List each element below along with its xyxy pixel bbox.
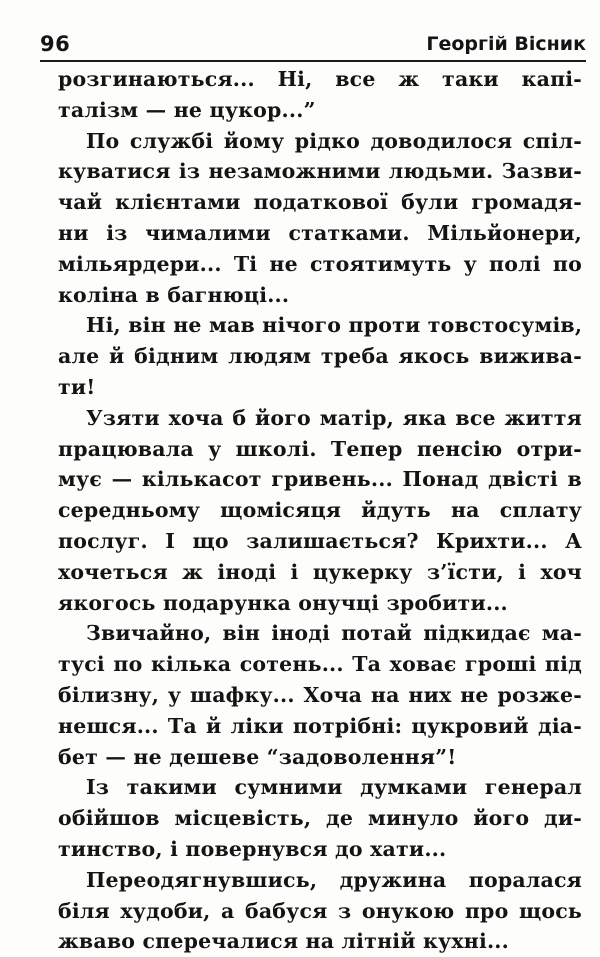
text-line: чай клієнтами податкової були громадя- xyxy=(58,190,582,215)
text-line: якогось подарунка онучці зробити... xyxy=(58,590,508,615)
text-line: Із такими сумними думками генерал xyxy=(86,775,582,800)
text-line: тинство, і повернувся до хати... xyxy=(58,836,447,861)
text-line: Узяти хоча б його матір, яка все життя xyxy=(86,405,582,430)
text-line: жваво сперечалися на літній кухні... xyxy=(58,929,509,954)
text-line: працювала у школі. Тепер пенсію отри- xyxy=(58,436,582,461)
text-line: біля худоби, а бабуся з онукою про щось xyxy=(58,898,582,923)
body-text xyxy=(58,64,582,957)
text-line: обійшов місцевість, де минуло його ди- xyxy=(58,806,582,831)
text-line: послуг. І що залишається? Крихти... А xyxy=(58,528,582,553)
text-line: талізм — не цукор...” xyxy=(58,97,316,122)
text-line: але й бідним людям треба якось вижива- xyxy=(58,344,582,369)
text-line: Переодягнувшись, дружина поралася xyxy=(86,867,582,892)
text-line: мільярдери... Ті не стоятимуть у полі по xyxy=(58,251,582,276)
text-line: Звичайно, він іноді потай підкидає ма- xyxy=(86,621,582,646)
page-header xyxy=(40,30,586,62)
text-line: бет — не дешеве “задоволення”! xyxy=(58,744,457,769)
text-line: мує — кількасот гривень... Понад двісті в xyxy=(58,467,582,492)
running-head-author: Георгій Вісник xyxy=(426,33,586,55)
text-line: Ні, він не мав нічого проти товстосумів, xyxy=(86,313,583,338)
text-line: тусі по кілька сотень... Та ховає гроші під xyxy=(58,652,582,677)
text-line: розгинаються... Ні, все ж таки капі- xyxy=(58,67,582,91)
text-line: нешся... Та й ліки потрібні: цукровий діа- xyxy=(58,713,582,738)
text-line: По службі йому рідко доводилося спіл- xyxy=(86,128,582,153)
page-number: 96 xyxy=(40,32,71,56)
text-line: середньому щомісяця йдуть на сплату xyxy=(58,498,582,523)
text-line: ти! xyxy=(58,374,96,399)
text-line: білизну, у шафку... Хоча на них не розже- xyxy=(58,682,582,707)
text-line: куватися із незаможними людьми. Зазви- xyxy=(58,159,582,184)
text-line: хочеться ж іноді і цукерку з’їсти, і хоч xyxy=(58,559,582,584)
text-line: ни із чималими статками. Мільйонери, xyxy=(58,220,582,245)
text-line: коліна в багнюці... xyxy=(58,282,290,307)
